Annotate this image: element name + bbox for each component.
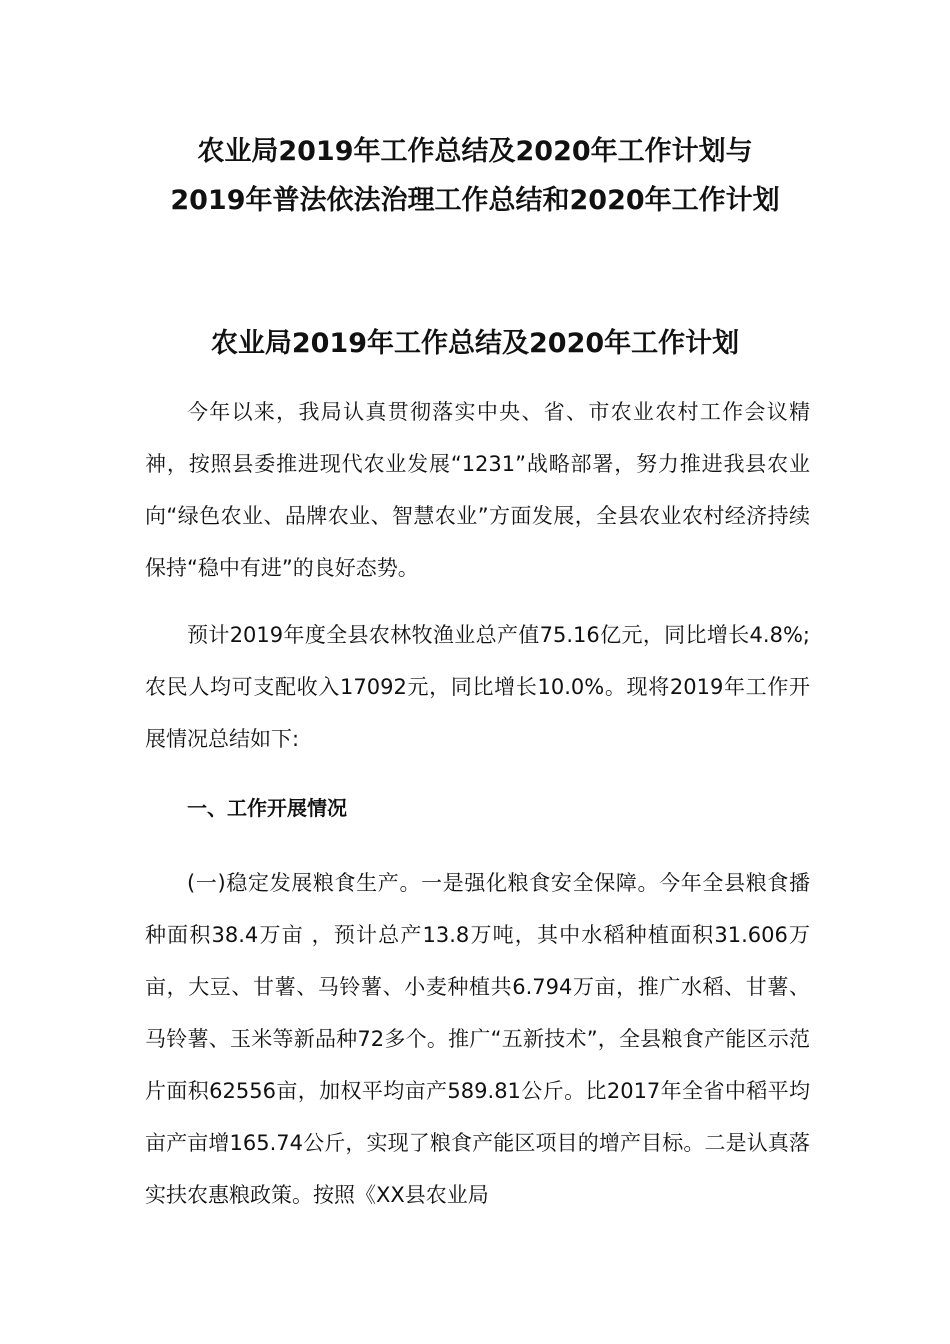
intro-paragraph: 今年以来，我局认真贯彻落实中央、省、市农业农村工作会议精神，按照县委推进现代农业发展“1231”战略部署，努力推进我县农业向“绿色农业、品牌农业、智慧农业”方面发展，全县农业农村经济持续保持“稳中有进”的良好态势。 (145, 400, 810, 580)
section-title: 农业局2019年工作总结及2020年工作计划 (210, 328, 740, 359)
document-title-line-1: 农业局2019年工作总结及2020年工作计划与 (197, 136, 753, 167)
grain-production-paragraph: (一)稳定发展粮食生产。一是强化粮食安全保障。今年全县粮食播种面积38.4万亩 ，预计总产13.8万吨，其中水稻种植面积31.606万亩，大豆、甘薯、马铃薯、小麦种植共6.794万亩，推广水稻、甘薯、马铃薯、玉米等新品种72多个。推广“五新技术”，全县粮食产能区示范片面积62556亩，加权平均亩产589.81公斤。比2017年全省中稻平均亩产亩增165.74公斤，实现了粮食产能区项目的增产目标。二是认真落实扶农惠粮政策。按照《XX县农业局 (145, 871, 810, 1207)
document-title-line-2: 2019年普法依法治理工作总结和2020年工作计划 (170, 185, 780, 216)
heading-work-status: 一、工作开展情况 (187, 796, 347, 820)
summary-paragraph: 预计2019年度全县农林牧渔业总产值75.16亿元，同比增长4.8%;农民人均可支配收入17092元，同比增长10.0%。现将2019年工作开展情况总结如下: (145, 623, 810, 751)
